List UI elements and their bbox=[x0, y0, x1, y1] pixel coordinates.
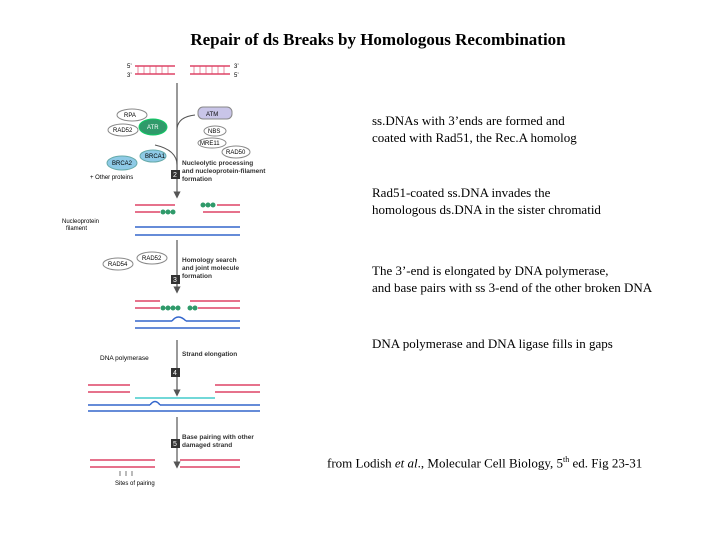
protein-brca2: BRCA2 bbox=[112, 161, 133, 167]
protein-brca1: BRCA1 bbox=[145, 154, 166, 160]
filament-duplex bbox=[135, 203, 240, 236]
end-label: 5’ bbox=[127, 64, 132, 70]
annotation-line: coated with Rad51, the Rec.A homolog bbox=[372, 130, 577, 145]
step-label: and joint molecule bbox=[182, 265, 240, 272]
annotation-3 bbox=[372, 262, 652, 296]
citation-mid: ., Molecular Cell Biology, 5 bbox=[417, 455, 564, 471]
annotation-line: ss.DNAs with 3’ends are formed and bbox=[372, 113, 565, 128]
step-label: and nucleoprotein-filament bbox=[182, 168, 266, 175]
annotation-2 bbox=[372, 184, 601, 218]
recombination-figure bbox=[60, 55, 300, 497]
joint-molecule bbox=[135, 301, 240, 328]
broken-duplex bbox=[127, 64, 239, 79]
citation-sup: th bbox=[563, 455, 570, 464]
protein-rad52: RAD52 bbox=[113, 128, 133, 134]
end-label: 3’ bbox=[127, 73, 132, 79]
paired-strands bbox=[90, 460, 240, 476]
step-label: damaged strand bbox=[182, 442, 233, 449]
recombination-diagram bbox=[60, 55, 300, 497]
citation-prefix: from Lodish bbox=[327, 455, 395, 471]
annotation-line: and base pairs with ss 3-end of the other broken DNA bbox=[372, 280, 653, 295]
annotation-line: DNA polymerase and DNA ligase fills in gaps bbox=[372, 336, 613, 351]
step-number: 3 bbox=[173, 277, 177, 284]
protein-rad54: RAD54 bbox=[108, 262, 128, 268]
step-label: Nucleolytic processing bbox=[182, 160, 254, 167]
protein-rad50: RAD50 bbox=[226, 150, 246, 156]
end-label: 5’ bbox=[234, 73, 239, 79]
annotation-line: The 3’-end is elongated by DNA polymerase, bbox=[372, 263, 609, 278]
step-number: 5 bbox=[173, 441, 177, 448]
step-number: 2 bbox=[173, 172, 177, 179]
annotation-line: homologous ds.DNA in the sister chromatid bbox=[372, 202, 601, 217]
protein-mre11: MRE11 bbox=[200, 141, 220, 147]
annotation-line: Rad51-coated ss.DNA invades the bbox=[372, 185, 551, 200]
annotation-1 bbox=[372, 112, 577, 146]
protein-atr: ATR bbox=[147, 125, 159, 131]
protein-atm: ATM bbox=[206, 112, 219, 118]
step-label: Base pairing with other bbox=[182, 434, 254, 441]
step-label: Strand elongation bbox=[182, 351, 238, 358]
other-proteins-label: + Other proteins bbox=[90, 175, 134, 181]
step-number: 4 bbox=[173, 370, 177, 377]
step-label: formation bbox=[182, 273, 212, 280]
annotation-4 bbox=[372, 335, 613, 352]
page-title: Repair of ds Breaks by Homologous Recombination bbox=[190, 30, 566, 49]
dna-polymerase-label: DNA polymerase bbox=[100, 355, 149, 362]
sites-of-pairing-label: Sites of pairing bbox=[115, 481, 155, 487]
filament-label: Nucleoprotein bbox=[62, 219, 100, 225]
step-label: Homology search bbox=[182, 257, 237, 264]
elongated-duplex bbox=[88, 385, 260, 411]
citation bbox=[327, 455, 642, 471]
filament-label: filament bbox=[66, 226, 88, 232]
end-label: 3’ bbox=[234, 64, 239, 70]
citation-suffix: ed. Fig 23-31 bbox=[569, 455, 643, 471]
protein-rpa: RPA bbox=[124, 113, 136, 119]
protein-nbs: NBS bbox=[208, 129, 221, 135]
citation-etal: et al bbox=[394, 455, 418, 471]
step-label: formation bbox=[182, 176, 212, 183]
protein-rad52b: RAD52 bbox=[142, 256, 162, 262]
